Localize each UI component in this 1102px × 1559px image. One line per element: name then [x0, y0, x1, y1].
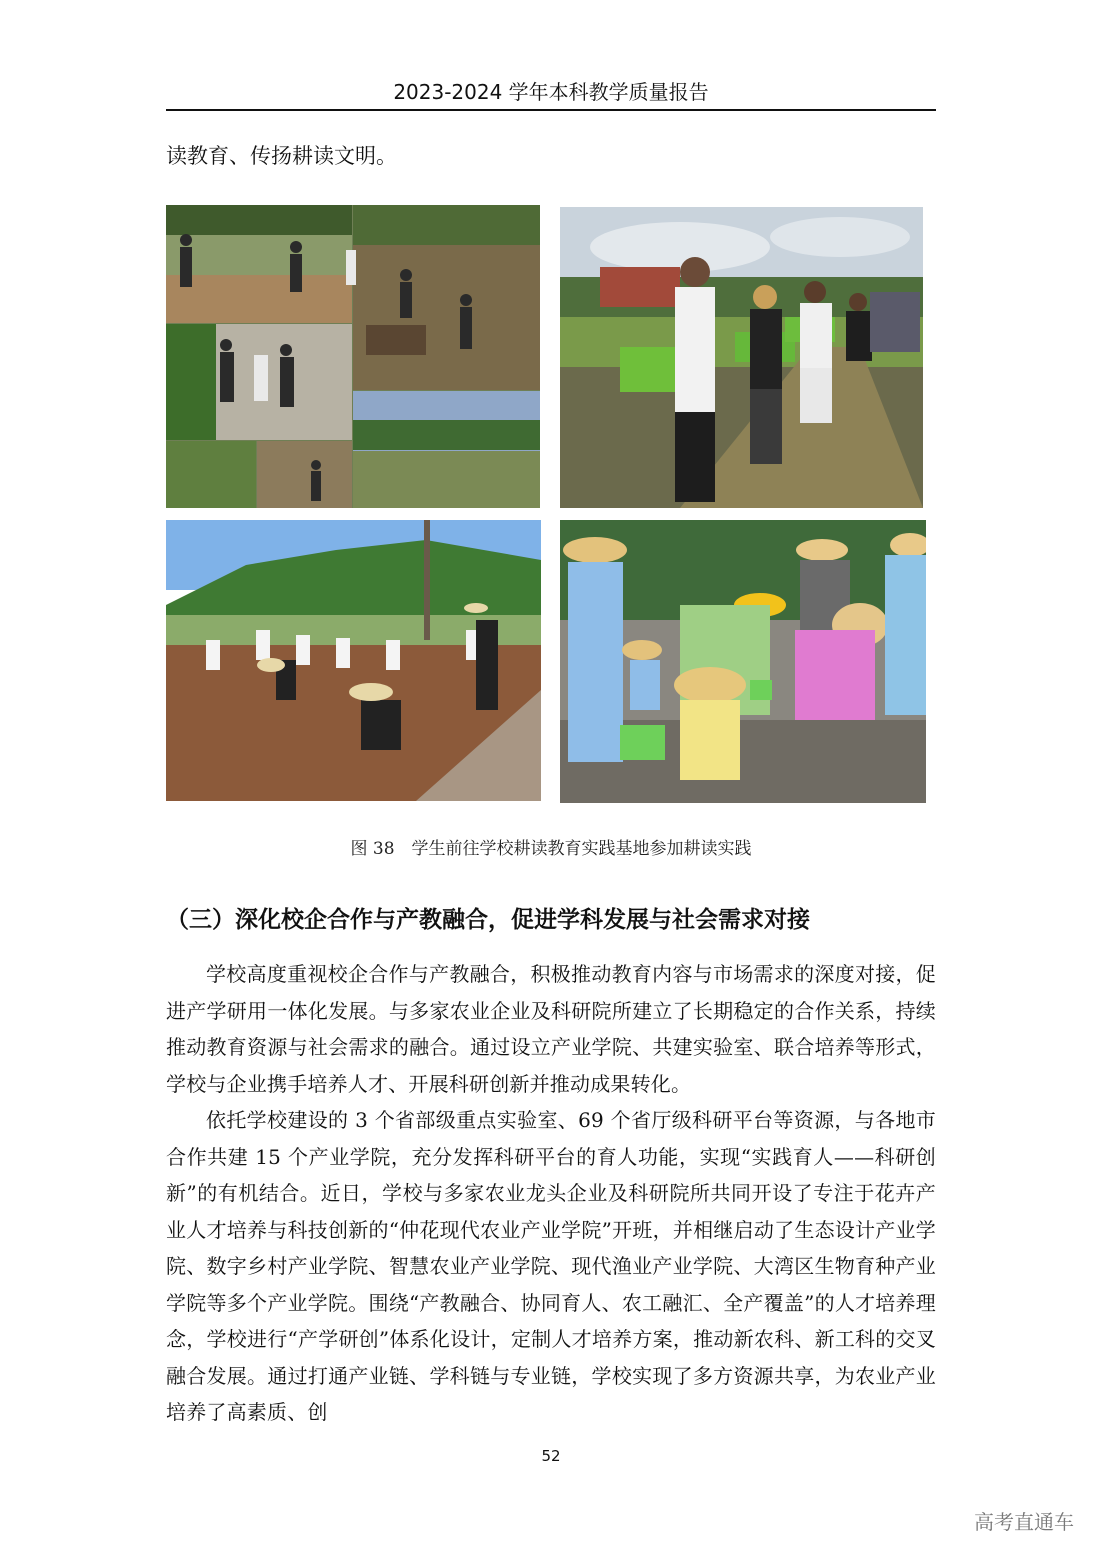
section-body	[166, 956, 936, 1431]
intro-text: 读教育、传扬耕读文明。	[166, 144, 397, 168]
figure-caption: 图 38 学生前往学校耕读教育实践基地参加耕读实践	[350, 839, 752, 859]
photo-students-field-planting	[166, 520, 541, 801]
body-paragraph: 依托学校建设的 3 个省部级重点实验室、69 个省厅级科研平台等资源，与各地市合作共建 15 个产业学院，充分发挥科研平台的育人功能，实现“实践育人——科研创新”的有机结合。近日，学校与多家农业龙头企业及科研院所共同开设了专注于花卉产业人才培养与科技创新的“仲花现代农业产业学院”开班，并相继启动了生态设计产业学院、数字乡村产业学院、智慧农业产业学院、现代渔业产业学院、大湾区生物育种产业学院等多个产业学院。围绕“产教融合、协同育人、农工融汇、全产覆盖”的人才培养理念，学校进行“产学研创”体系化设计，定制人才培养方案，推动新农科、新工科的交叉融合发展。通过打通产业链、学科链与专业链，学校实现了多方资源共享，为农业产业培养了高素质、创	[166, 1108, 936, 1424]
page-number: 52	[541, 1447, 561, 1465]
watermark: 高考直通车	[974, 1510, 1074, 1534]
photo-students-rice-transplanting	[560, 520, 926, 803]
body-paragraph: 学校高度重视校企合作与产教融合，积极推动教育内容与市场需求的深度对接，促进产学研用一体化发展。与多家农业企业及科研院所建立了长期稳定的合作关系，持续推动教育资源与社会需求的融合。通过设立产业学院、共建实验室、联合培养等形式，学校与企业携手培养人才、开展科研创新并推动成果转化。	[166, 962, 936, 1096]
photo-collage-farm-work	[166, 205, 540, 508]
page-header-title: 2023-2024 学年本科教学质量报告	[393, 80, 709, 104]
photo-students-carrying-seedlings	[560, 207, 923, 508]
section-heading: （三）深化校企合作与产教融合，促进学科发展与社会需求对接	[166, 907, 810, 933]
header-divider	[166, 109, 936, 111]
